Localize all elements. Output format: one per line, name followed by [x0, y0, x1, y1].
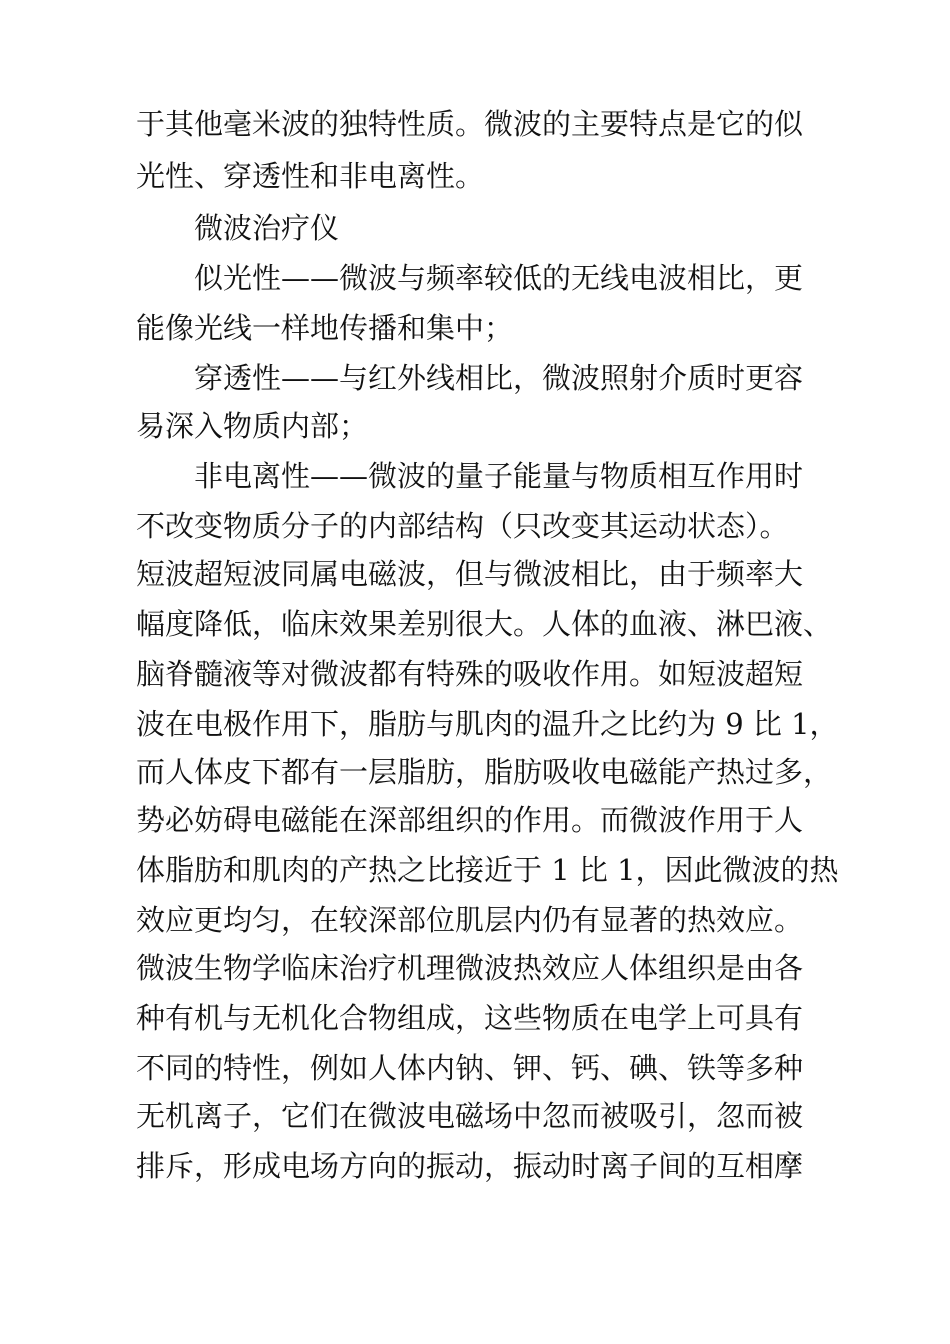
text-line: 不同的特性，例如人体内钠、钾、钙、碘、铁等多种	[136, 1051, 804, 1085]
text-line: 似光性——微波与频率较低的无线电波相比，更	[194, 261, 804, 295]
text-line: 于其他毫米波的独特性质。微波的主要特点是它的似	[136, 107, 804, 141]
text-line: 短波超短波同属电磁波，但与微波相比，由于频率大	[136, 557, 804, 591]
text-line: 而人体皮下都有一层脂肪，脂肪吸收电磁能产热过多，	[136, 755, 833, 789]
text-line: 不改变物质分子的内部结构（只改变其运动状态）。	[136, 509, 789, 543]
section-heading: 微波治疗仪	[194, 211, 340, 245]
text-line: 易深入物质内部；	[136, 409, 369, 443]
text-line: 势必妨碍电磁能在深部组织的作用。而微波作用于人	[136, 803, 804, 837]
text-line: 微波生物学临床治疗机理微波热效应人体组织是由各	[136, 951, 804, 985]
text-line: 种有机与无机化合物组成，这些物质在电学上可具有	[136, 1001, 804, 1035]
text-line: 体脂肪和肌肉的产热之比接近于 1 比 1，因此微波的热	[136, 853, 839, 887]
text-line: 幅度降低，临床效果差别很大。人体的血液、淋巴液、	[136, 607, 833, 641]
text-line: 排斥，形成电场方向的振动，振动时离子间的互相摩	[136, 1149, 804, 1183]
text-line: 效应更均匀，在较深部位肌层内仍有显著的热效应。	[136, 903, 804, 937]
text-line: 穿透性——与红外线相比，微波照射介质时更容	[194, 361, 804, 395]
text-line: 无机离子，它们在微波电磁场中忽而被吸引，忽而被	[136, 1099, 804, 1133]
text-line: 能像光线一样地传播和集中；	[136, 311, 514, 345]
text-line: 脑脊髓液等对微波都有特殊的吸收作用。如短波超短	[136, 657, 804, 691]
text-line: 非电离性——微波的量子能量与物质相互作用时	[194, 459, 804, 493]
text-line: 波在电极作用下，脂肪与肌肉的温升之比约为 9 比 1，	[136, 707, 839, 741]
text-line: 光性、穿透性和非电离性。	[136, 159, 485, 193]
